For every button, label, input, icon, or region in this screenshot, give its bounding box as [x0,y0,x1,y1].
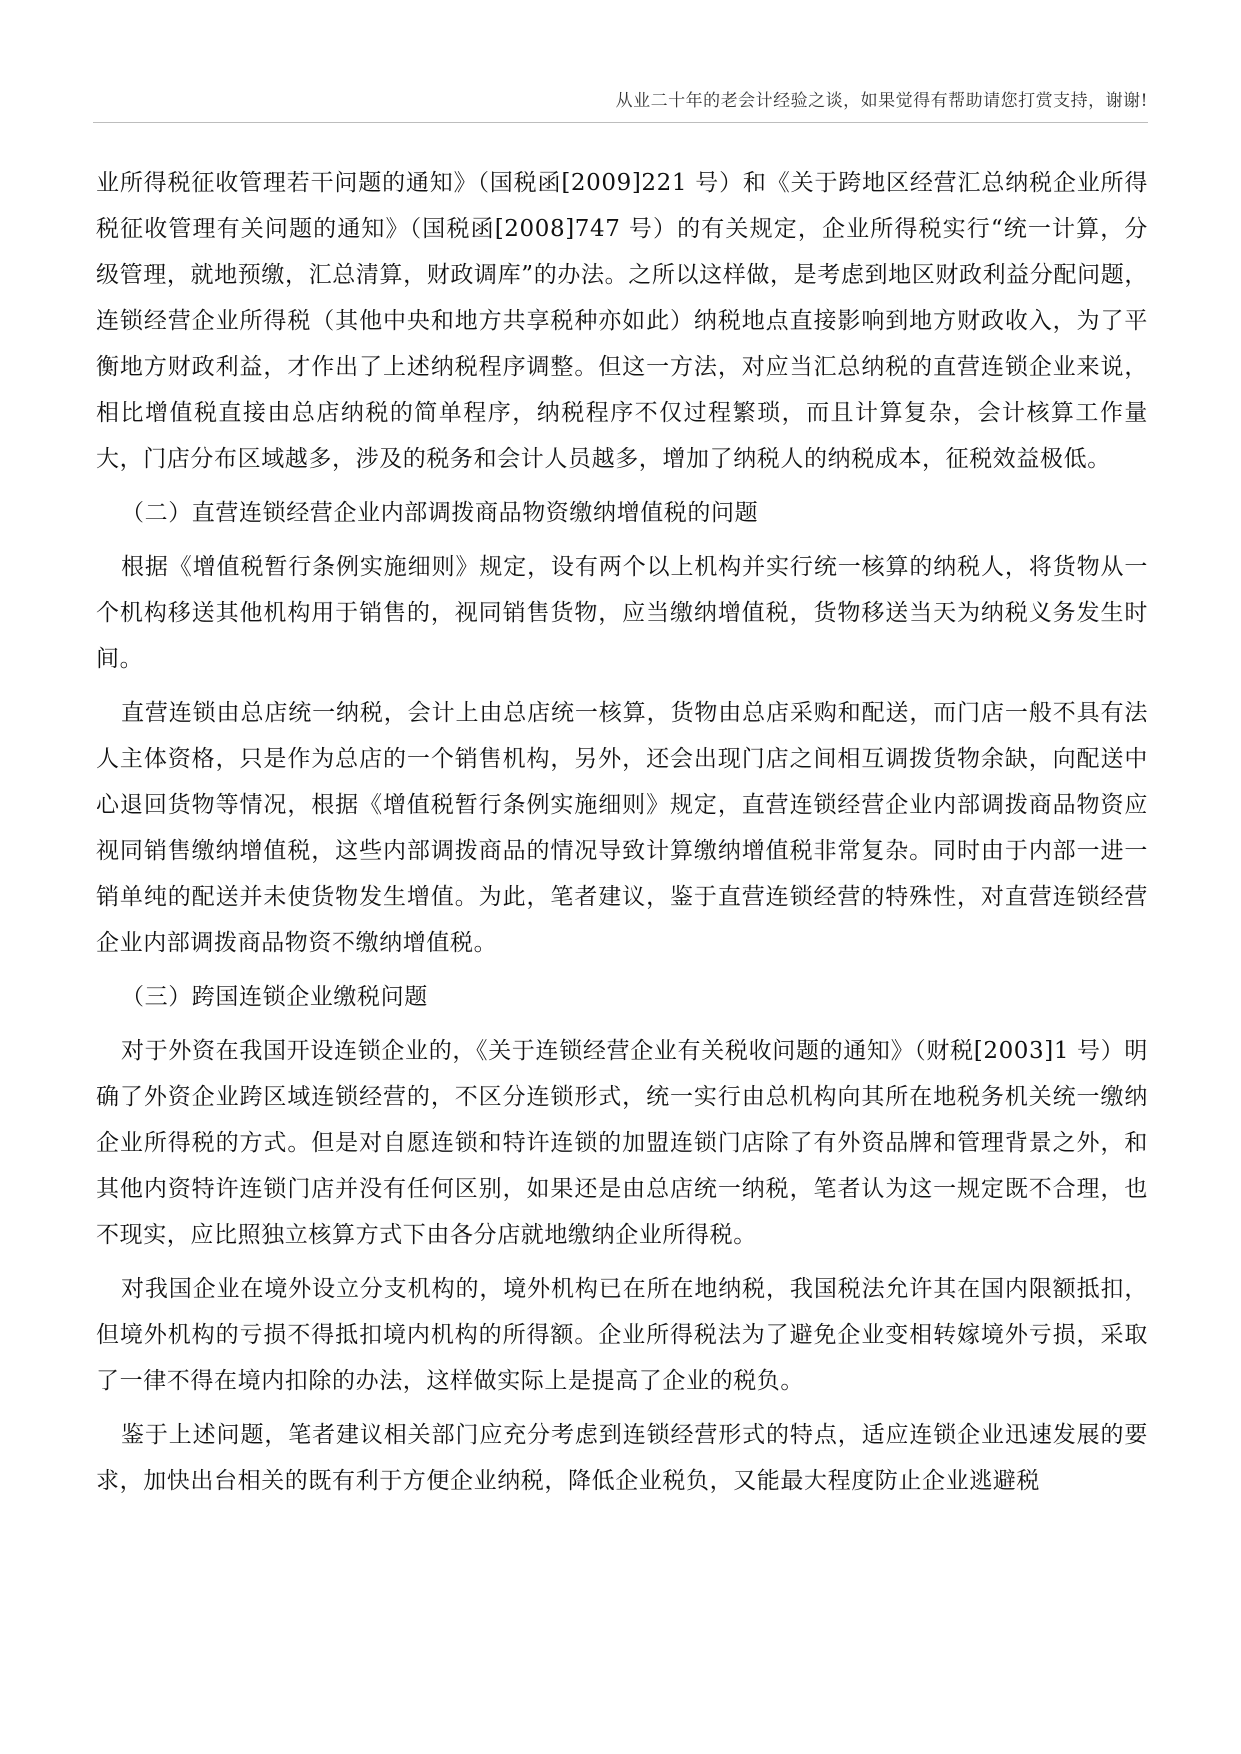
document-body [96,160,1148,1512]
section-heading-3: （三）跨国连锁企业缴税问题 [121,984,428,1010]
paragraph: 鉴于上述问题，笔者建议相关部门应充分考虑到连锁经营形式的特点，适应连锁企业迅速发展的要求，加快出台相关的既有利于方便企业纳税，降低企业税负，又能最大程度防止企业逃避税 [96,1422,1148,1494]
paragraph-continuation: 业所得税征收管理若干问题的通知》（国税函[2009]221 号）和《关于跨地区经营汇总纳税企业所得税征收管理有关问题的通知》（国税函[2008]747 号）的有关规定，企业所得税实行“统一计算，分级管理，就地预缴，汇总清算，财政调库”的办法。之所以这样做，是考虑到地区财政利益分配问题，连锁经营企业所得税（其他中央和地方共享税种亦如此）纳税地点直接影响到地方财政收入，为了平衡地方财政利益，才作出了上述纳税程序调整。但这一方法，对应当汇总纳税的直营连锁企业来说，相比增值税直接由总店纳税的简单程序，纳税程序不仅过程繁琐，而且计算复杂，会计核算工作量大，门店分布区域越多，涉及的税务和会计人员越多，增加了纳税人的纳税成本，征税效益极低。 [96,170,1148,472]
header-note: 从业二十年的老会计经验之谈，如果觉得有帮助请您打赏支持，谢谢! [615,91,1148,111]
paragraph: 对于外资在我国开设连锁企业的，《关于连锁经营企业有关税收问题的通知》（财税[2003]1 号）明确了外资企业跨区域连锁经营的，不区分连锁形式，统一实行由总机构向其所在地税务机关统一缴纳企业所得税的方式。但是对自愿连锁和特许连锁的加盟连锁门店除了有外资品牌和管理背景之外，和其他内资特许连锁门店并没有任何区别，如果还是由总店统一纳税，笔者认为这一规定既不合理，也不现实，应比照独立核算方式下由各分店就地缴纳企业所得税。 [96,1038,1148,1248]
paragraph: 根据《增值税暂行条例实施细则》规定，设有两个以上机构并实行统一核算的纳税人，将货物从一个机构移送其他机构用于销售的，视同销售货物，应当缴纳增值税，货物移送当天为纳税义务发生时间。 [96,554,1148,672]
section-heading-2: （二）直营连锁经营企业内部调拨商品物资缴纳增值税的问题 [121,500,759,526]
paragraph: 对我国企业在境外设立分支机构的，境外机构已在所在地纳税，我国税法允许其在国内限额抵扣，但境外机构的亏损不得抵扣境内机构的所得额。企业所得税法为了避免企业变相转嫁境外亏损，采取了一律不得在境内扣除的办法，这样做实际上是提高了企业的税负。 [96,1276,1148,1394]
paragraph: 直营连锁由总店统一纳税，会计上由总店统一核算，货物由总店采购和配送，而门店一般不具有法人主体资格，只是作为总店的一个销售机构，另外，还会出现门店之间相互调拨货物余缺，向配送中心退回货物等情况，根据《增值税暂行条例实施细则》规定，直营连锁经营企业内部调拨商品物资应视同销售缴纳增值税，这些内部调拨商品的情况导致计算缴纳增值税非常复杂。同时由于内部一进一销单纯的配送并未使货物发生增值。为此，笔者建议，鉴于直营连锁经营的特殊性，对直营连锁经营企业内部调拨商品物资不缴纳增值税。 [96,700,1148,956]
header-divider [93,122,1148,123]
